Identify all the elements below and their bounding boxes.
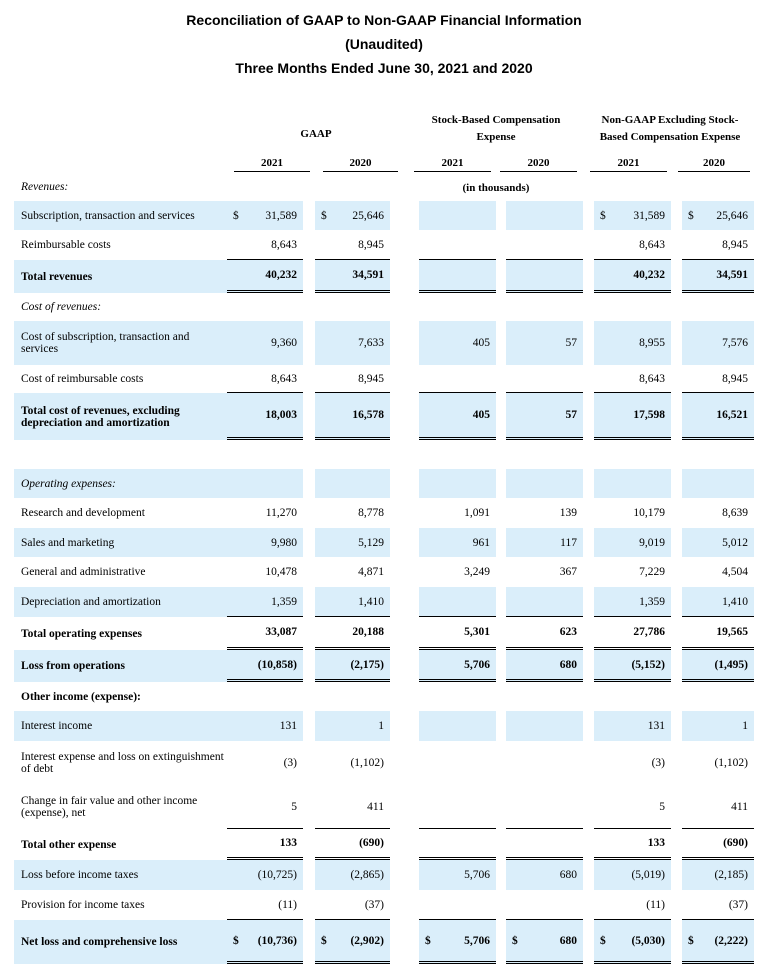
table-row [14,920,754,964]
currency-symbol: $ [321,209,327,222]
units-note: (in thousands) [462,182,530,194]
value-cell: 405 [472,409,490,421]
currency-symbol: $ [321,934,327,947]
year-header: 2020 [500,155,577,172]
value-cell: 1,359 [271,595,297,608]
table-row [14,498,754,528]
row-label: Total revenues [14,260,227,293]
year-header: 2021 [234,155,310,172]
value-cell: 7,633 [358,337,384,349]
value-cell: 8,945 [358,372,384,385]
value-cell: 25,646 [716,209,748,222]
year-header: 2020 [323,155,398,172]
value-cell: 1 [742,720,748,732]
table-row [14,785,754,829]
row-label: Cost of subscription, transaction and services [14,321,227,365]
table-row [14,650,754,682]
year-header: 2021 [590,155,667,172]
value-cell: (2,902) [350,934,384,947]
value-cell: (5,019) [631,869,665,881]
table-row [14,321,754,365]
row-label: Operating expenses: [14,469,227,498]
currency-symbol: $ [688,934,694,947]
value-cell: 8,945 [722,238,748,251]
value-cell: (1,495) [714,658,748,671]
value-cell: (10,858) [257,658,297,671]
table-row [14,293,754,321]
row-label: Interest expense and loss on extinguishment of debt [21,751,224,775]
value-cell: (37) [728,898,748,911]
value-cell: 25,646 [352,209,384,222]
table-row [14,440,754,469]
currency-symbol: $ [233,934,239,947]
reconciliation-table [14,173,754,964]
value-cell: 961 [472,536,490,549]
value-cell: (690) [723,837,748,849]
year-header: 2020 [678,155,750,172]
value-cell: 5,012 [722,536,748,549]
row-label: Total cost of revenues, excluding depreciation and amortization [14,393,227,440]
row-label: Interest income [14,711,227,741]
table-row [14,528,754,557]
value-cell: 16,578 [352,409,384,421]
value-cell: 34,591 [352,269,384,281]
value-cell: 9,980 [271,536,297,549]
value-cell: 139 [559,507,577,519]
value-cell: 117 [560,536,577,549]
row-label: Cost of reimbursable costs [21,373,144,385]
value-cell: 405 [472,337,490,349]
value-cell: 27,786 [633,626,665,638]
value-cell: (3) [283,757,297,769]
value-cell: 9,019 [639,536,665,549]
header-gaap: GAAP [300,128,332,140]
value-cell: 33,087 [265,626,297,638]
value-cell: 1,359 [639,595,665,608]
value-cell: 40,232 [633,269,665,281]
value-cell: 18,003 [265,409,297,421]
value-cell: 4,871 [358,566,384,578]
header-sbc: Stock-Based Compensation Expense [431,114,561,143]
currency-symbol: $ [512,934,518,947]
table-row [14,393,754,440]
value-cell: 57 [565,409,577,421]
value-cell: 57 [565,337,577,349]
value-cell: (11) [646,898,665,911]
value-cell: 16,521 [716,409,748,421]
row-label: Loss before income taxes [14,860,227,890]
value-cell: (2,185) [714,869,748,881]
row-label: Subscription, transaction and services [14,201,227,230]
value-cell: 3,249 [464,566,490,578]
row-label: Provision for income taxes [21,899,145,911]
value-cell: 8,778 [358,507,384,519]
table-row [14,230,754,260]
row-label: Reimbursable costs [21,239,111,251]
table-row [14,201,754,230]
value-cell: (11) [278,898,297,911]
value-cell: 5,706 [464,934,490,947]
currency-symbol: $ [688,209,694,222]
value-cell: 1 [378,720,384,732]
value-cell: 1,091 [464,507,490,519]
value-cell: (2,175) [350,658,384,671]
value-cell: 5 [291,800,297,813]
row-label: General and administrative [21,566,146,578]
table-row [14,829,754,860]
value-cell: 131 [279,720,297,732]
currency-symbol: $ [600,934,606,947]
value-cell: 411 [731,800,748,813]
value-cell: (37) [364,898,384,911]
row-label: Cost of revenues: [21,301,102,313]
value-cell: 5,129 [358,536,384,549]
value-cell: 7,576 [722,337,748,349]
value-cell: (5,030) [631,934,665,947]
value-cell: 5,301 [464,626,490,638]
row-label: Total other expense [21,838,117,851]
value-cell: 40,232 [265,269,297,281]
value-cell: 680 [559,934,577,947]
row-label: Loss from operations [14,650,227,682]
currency-symbol: $ [425,934,431,947]
value-cell: 8,955 [639,337,665,349]
value-cell: (2,222) [714,934,748,947]
value-cell: (2,865) [350,869,384,881]
value-cell: 5,706 [464,869,490,881]
table-row [14,617,754,650]
value-cell: 8,639 [722,507,748,519]
value-cell: 131 [647,720,665,732]
table-row [14,682,754,711]
table-row [14,860,754,890]
report-subtitle: (Unaudited) [345,36,423,52]
value-cell: 1,410 [358,595,384,608]
value-cell: (5,152) [631,658,665,671]
value-cell: 11,270 [265,507,297,519]
table-row [14,557,754,587]
report-title: Reconciliation of GAAP to Non-GAAP Financial Information [186,12,582,28]
value-cell: 623 [559,626,577,638]
row-label: Depreciation and amortization [14,587,227,617]
row-label: Other income (expense): [21,690,141,703]
row-label: Total operating expenses [21,627,142,640]
value-cell: 5 [659,800,665,813]
table-row [14,741,754,785]
table-row [14,260,754,293]
row-label: Sales and marketing [14,528,227,557]
report-period: Three Months Ended June 30, 2021 and 2020 [235,60,533,76]
table-row [14,711,754,741]
value-cell: 17,598 [633,409,665,421]
row-label: Net loss and comprehensive loss [14,920,227,964]
value-cell: 34,591 [716,269,748,281]
value-cell: 7,229 [639,566,665,578]
value-cell: (1,102) [714,757,748,769]
value-cell: 1,410 [722,595,748,608]
row-label: Research and development [21,507,145,519]
value-cell: 680 [559,658,577,671]
value-cell: 367 [559,566,577,578]
row-label: Revenues: [21,181,69,193]
value-cell: 8,643 [639,238,665,251]
year-header: 2021 [414,155,491,172]
value-cell: (690) [359,837,384,849]
value-cell: 8,643 [639,372,665,385]
value-cell: 5,706 [464,658,490,671]
value-cell: 10,478 [265,566,297,578]
currency-symbol: $ [600,209,606,222]
value-cell: 8,945 [358,238,384,251]
value-cell: 8,643 [271,238,297,251]
value-cell: (10,725) [257,869,297,881]
value-cell: (3) [651,757,665,769]
value-cell: 19,565 [716,626,748,638]
value-cell: 133 [279,837,297,849]
value-cell: 20,188 [352,626,384,638]
table-row [14,173,754,201]
value-cell: 8,643 [271,372,297,385]
value-cell: (1,102) [350,757,384,769]
value-cell: 9,360 [271,337,297,349]
table-row [14,469,754,498]
table-row [14,890,754,920]
value-cell: 10,179 [633,507,665,519]
value-cell: 680 [559,869,577,881]
currency-symbol: $ [233,209,239,222]
value-cell: (10,736) [257,934,297,947]
value-cell: 411 [367,800,384,813]
table-row [14,365,754,393]
row-label: Change in fair value and other income (expense), net [21,795,198,819]
table-row [14,587,754,617]
value-cell: 31,589 [265,209,297,222]
row-label [14,440,227,469]
value-cell: 8,945 [722,372,748,385]
header-nongaap: Non-GAAP Excluding Stock-Based Compensation Expense [599,114,741,143]
value-cell: 31,589 [633,209,665,222]
value-cell: 133 [647,837,665,849]
value-cell: 4,504 [722,566,748,578]
